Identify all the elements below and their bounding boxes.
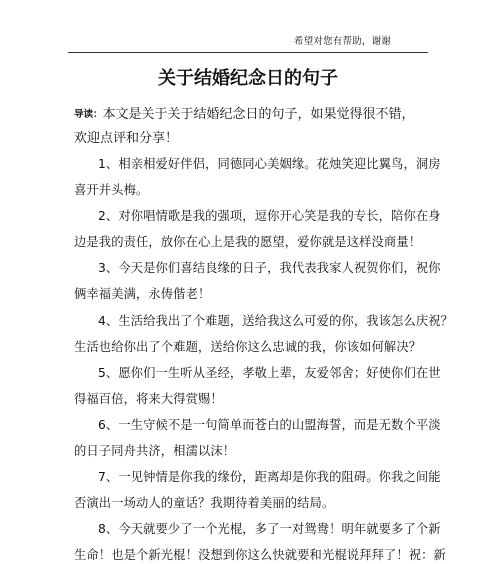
paragraph-4-line-1: 4、生活给我出了个难题，送给我这么可爱的你，我该怎么庆祝？: [98, 314, 454, 328]
header-note: 希望对您有帮助，谢谢: [294, 36, 392, 47]
paragraph-3-line-1: 3、今天是你们喜结良缘的日子，我代表我家人祝贺你们，祝你: [98, 261, 441, 275]
intro-block: [74, 103, 426, 151]
header-divider: [68, 52, 428, 53]
intro-label: 导读：: [74, 109, 103, 120]
intro-line-1: [74, 103, 426, 127]
intro-text: 本文是关于关于结婚纪念日的句子，如果觉得很不错，: [102, 107, 415, 122]
document-title: 关于结婚纪念日的句子: [158, 68, 338, 89]
paragraph-8-line-2: 生命！也是个新光棍！没想到你这么快就要和光棍说拜拜了！祝：新: [74, 548, 446, 562]
paragraph-5-line-1: 5、愿你们一生听从圣经，孝敬上辈，友爱邻舍；好使你们在世: [98, 366, 441, 380]
paragraph-5-line-2: 得福百倍，将来大得赏赐！: [74, 392, 223, 406]
paragraph-3-line-2: 俩幸福美满，永俦偕老！: [74, 287, 211, 301]
paragraph-7-line-2: 否演出一场动人的童话？我期待着美丽的结局。: [74, 496, 335, 510]
paragraph-7-line-1: 7、一见钟情是你我的缘份，距离却是你我的阻碍。你我之间能: [98, 470, 441, 484]
paragraph-1-line-2: 喜开并头梅。: [74, 183, 149, 197]
paragraph-2-line-2: 边是我的责任，放你在心上是我的愿望，爱你就是这样没商量！: [74, 235, 422, 249]
paragraph-6-line-2: 的日子同舟共济，相濡以沫！: [74, 444, 236, 458]
paragraph-1-line-1: 1、相亲相爱好伴侣，同德同心美姻缘。花烛笑迎比翼鸟，洞房: [98, 157, 441, 171]
paragraph-4-line-2: 生活也给你出了个难题，送给你这么忠诚的我，你该如何解决？: [74, 340, 422, 354]
intro-line-2: 欢迎点评和分享！: [74, 131, 179, 146]
paragraph-8-line-1: 8、今天就要少了一个光棍，多了一对鸳鸯！明年就要多了个新: [98, 522, 441, 536]
paragraph-2-line-1: 2、对你唱情歌是我的强项，逗你开心笑是我的专长，陪你在身: [98, 209, 441, 223]
paragraph-6-line-1: 6、一生守候不是一句简单而苍白的山盟海誓，而是无数个平淡: [98, 418, 441, 432]
